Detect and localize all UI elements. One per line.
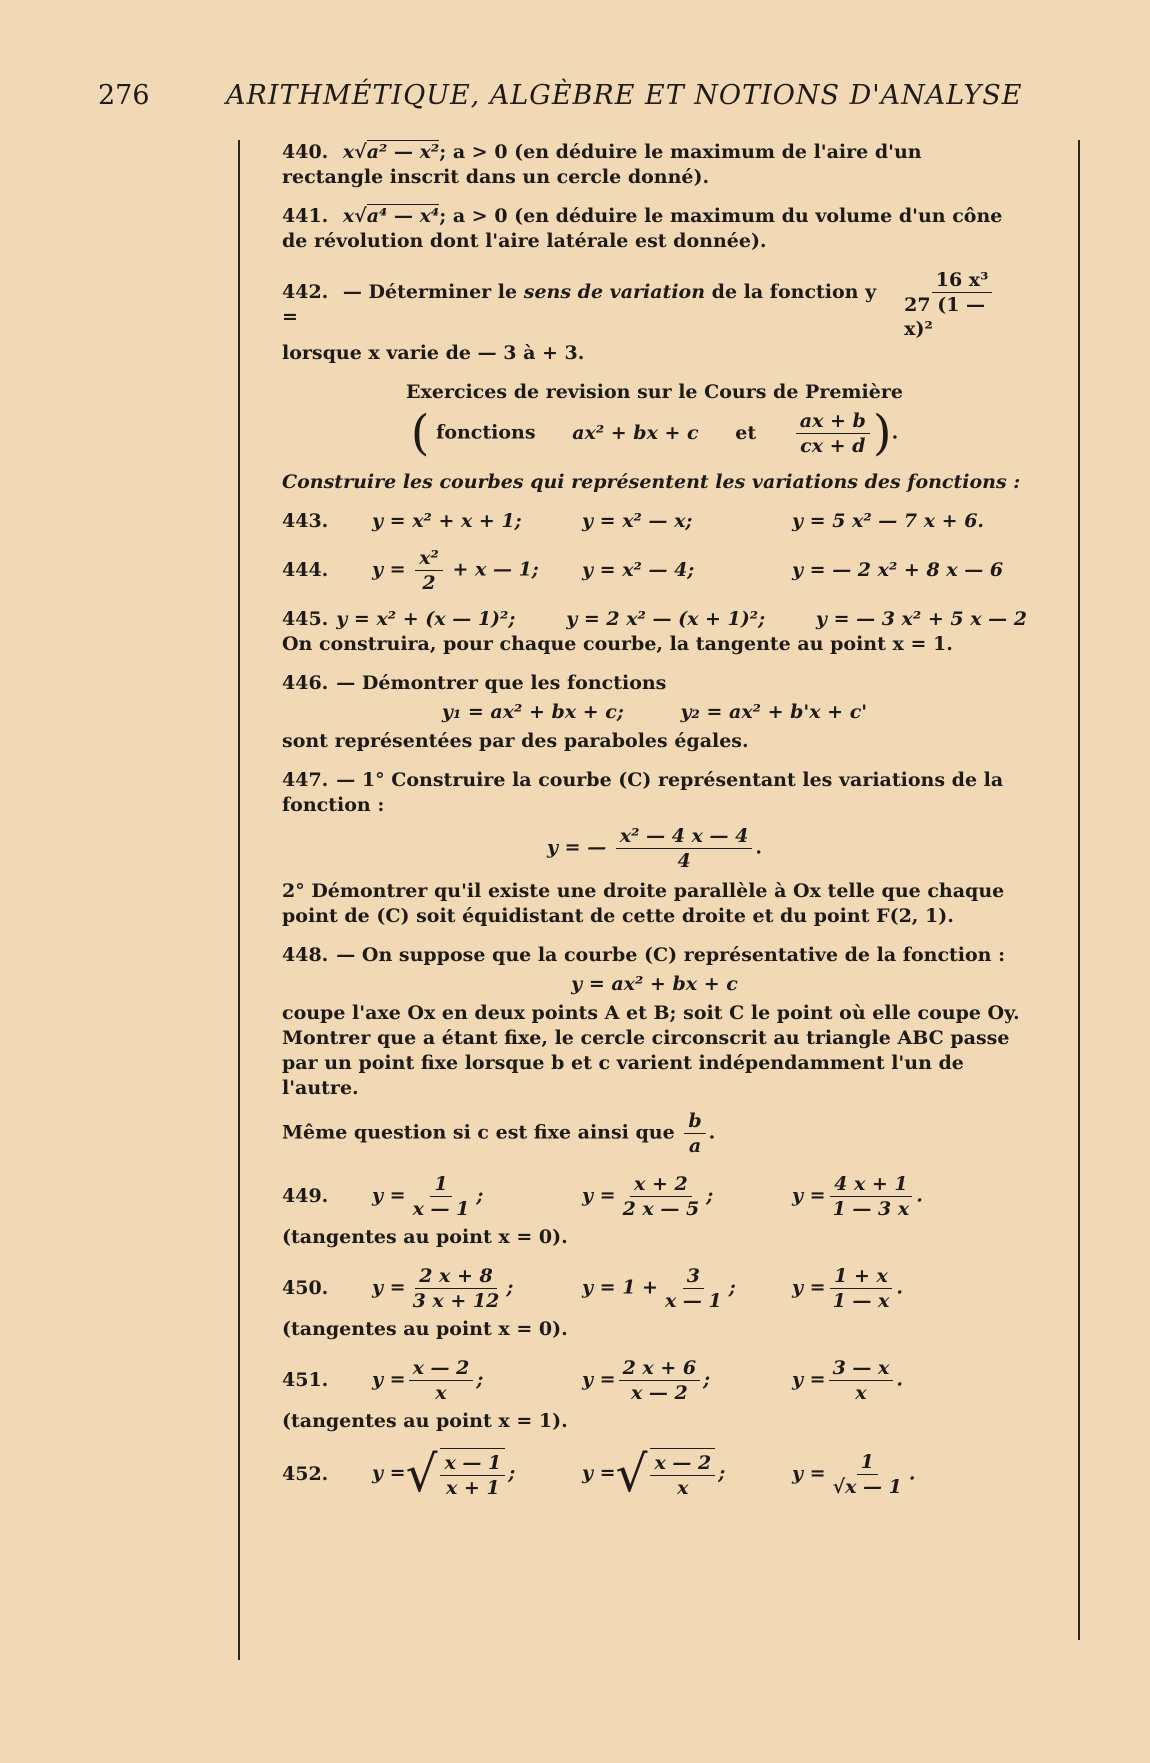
page-header [98,80,1090,120]
running-title: ARITHMÉTIQUE, ALGÈBRE ET NOTIONS D'ANALYSE [226,80,1023,111]
formula: y = 5 x² — 7 x + 6. [792,510,985,532]
exercise-text: sont représentées par des paraboles égales. [282,730,749,752]
fraction [616,824,753,873]
punctuation: ; [476,1184,484,1207]
exercise-number: 443. [282,510,329,532]
punctuation: . [755,836,762,859]
radicand: a² — x² [366,141,440,163]
exercise-452 [282,1445,1027,1503]
exercise-448 [282,943,1027,1158]
exercise-440 [282,140,1027,190]
fraction [829,1356,894,1405]
left-rule [238,140,240,1660]
exercise-number: 451. [282,1369,329,1391]
numerator: x — 1 [440,1451,505,1476]
fraction [619,1172,704,1221]
exercise-text: lorsque x varie de — 3 à + 3. [282,342,585,364]
exercise-text: de la fonction y = [282,280,877,328]
right-rule [1078,140,1080,1640]
denominator: cx + d [800,435,866,457]
instruction: Construire les courbes qui représentent les variations des fonctions : [282,471,1021,493]
fraction [829,1450,906,1499]
denominator: a [688,1135,702,1157]
formula: y = 2 x² — (x + 1)²; [566,608,766,630]
radical-sign: √ [615,1445,648,1503]
exercise-451 [282,1356,1027,1434]
exercise-445 [282,607,1027,657]
denominator: 27 (1 — x)² [904,294,986,340]
formula: y = ax² + bx + c [571,973,738,995]
numerator: b [684,1109,705,1134]
formula: y = [792,1368,826,1391]
fraction [409,1264,504,1313]
right-paren: ) [872,405,892,461]
formula: y = [582,1462,616,1484]
denominator: x [677,1477,689,1499]
exercise-number: 450. [282,1277,329,1299]
formula: y = [372,558,406,581]
exercise-number: 452. [282,1462,329,1485]
page-number: 276 [98,80,150,111]
punctuation: ; [718,1462,726,1484]
formula: y = x² + (x — 1)²; [336,608,516,630]
fraction [829,1172,914,1221]
exercise-446 [282,671,1027,754]
denominator: 3 x + 12 [412,1290,500,1312]
punctuation: . [896,1368,903,1391]
denominator: x [855,1382,867,1404]
formula: y = — 3 x² + 5 x — 2 [815,608,1027,630]
formula: y = [372,1184,406,1207]
formula: y₁ = ax² + bx + c; [441,701,624,723]
denominator: 2 x — 5 [622,1198,700,1220]
exercise-447 [282,768,1027,929]
exercise-443 [282,509,1027,534]
fraction [796,409,870,458]
exercise-text: — 1° Construire la courbe (C) représentant les variations de la fonction : [282,769,1004,816]
numerator: ax + b [796,409,870,434]
denominator: 1 — x [832,1290,890,1312]
numerator: 1 [857,1450,878,1475]
punctuation: ; [506,1276,514,1299]
punctuation: ; [728,1276,736,1299]
fraction [619,1356,701,1405]
exercise-number: 442. [282,280,329,303]
square-root [615,1445,719,1503]
formula: y = x² — x; [582,510,693,532]
numerator: 2 x + 6 [619,1356,701,1381]
exercise-number: 445. [282,608,329,630]
formula: ax² + bx + c [572,421,699,444]
fraction [440,1448,505,1500]
fraction [650,1448,715,1500]
denominator: x — 1 [664,1290,722,1312]
denominator: 1 — 3 x [832,1198,910,1220]
punctuation: . [708,1121,716,1144]
radicand: a⁴ — x⁴ [366,205,440,227]
formula: y = [372,1276,406,1299]
section-text: fonctions [436,421,536,444]
exercise-text: coupe l'axe Ox en deux points A et B; soit C le point où elle coupe Oy. Montrer que a étant fixe, le cercle circonscrit au triangle ABC passe par un point fixe lorsque b et c varient indépendamment l'un de l'autre. [282,1002,1020,1099]
exercise-number: 447. [282,769,329,791]
formula: y = [372,1368,406,1391]
fraction [684,1109,705,1158]
numerator: x — 2 [409,1356,474,1381]
exercise-note: (tangentes au point x = 0). [282,1318,568,1340]
formula: + x — 1; [452,558,539,581]
denominator: x [435,1382,447,1404]
punctuation: ; [706,1184,714,1207]
formula: y = [582,1184,616,1207]
section-text: et [735,421,757,444]
fraction [661,1264,726,1313]
exercise-number: 440. [282,141,329,163]
exercise-444 [282,546,1027,595]
exercise-text: — Déterminer le [342,280,518,303]
formula: y = — 2 x² + 8 x — 6 [792,559,1004,581]
numerator: x² — 4 x — 4 [616,824,753,849]
exercise-text: — Démontrer que les fonctions [336,672,667,694]
formula: y = x² + x + 1; [372,510,522,532]
punctuation: . [896,1276,903,1299]
punctuation: . [916,1184,923,1207]
left-paren: ( [410,405,430,461]
numerator: x² [415,546,443,571]
exercise-number: 444. [282,559,329,581]
numerator: 2 x + 8 [415,1264,497,1289]
denominator: √x — 1 [832,1475,902,1498]
formula: y = — [547,836,607,859]
fraction [409,1356,474,1405]
punctuation: . [891,421,899,444]
denominator: x — 1 [412,1198,470,1220]
denominator: 4 [677,850,691,872]
numerator: x — 2 [650,1451,715,1476]
formula: y₂ = ax² + b'x + c' [680,701,868,723]
formula: y = [792,1184,826,1207]
formula: y = [582,1368,616,1391]
fraction [900,268,1024,341]
punctuation: ; [476,1368,484,1391]
exercise-449 [282,1172,1027,1250]
exercise-number: 449. [282,1185,329,1207]
numerator: 4 x + 1 [830,1172,912,1197]
denominator: 2 [422,572,436,594]
revision-section [282,380,1027,495]
numerator: 16 x³ [932,268,993,293]
formula: y = x² — 4; [582,559,695,581]
exercise-list [282,140,1027,1512]
exercise-450 [282,1264,1027,1342]
denominator: x + 1 [445,1477,500,1499]
formula: y = 1 + [582,1276,658,1299]
numerator: 1 + x [830,1264,892,1289]
square-root [405,1445,509,1503]
radical-sign: √ [405,1445,438,1503]
fraction [415,546,443,595]
formula: y = [792,1276,826,1299]
denominator: x — 2 [630,1382,688,1404]
exercise-text: 2° Démontrer qu'il existe une droite parallèle à Ox telle que chaque point de (C) soit équidistant de cette droite et du point F(2, 1). [282,880,1005,927]
exercise-text: ; a > 0 (en déduire le maximum de l'aire d'un rectangle inscrit dans un cercle donné). [282,141,922,188]
exercise-text: ; a > 0 (en déduire le maximum du volume d'un cône de révolution dont l'aire latérale est donnée). [282,205,1003,252]
exercise-442 [282,268,1027,366]
fraction [409,1172,474,1221]
punctuation: ; [703,1368,711,1391]
exercise-441 [282,204,1027,254]
exercise-text: Même question si c est fixe ainsi que [282,1121,675,1144]
numerator: 3 [683,1264,704,1289]
exercise-number: 441. [282,205,329,227]
formula-lead: x√ [342,141,367,163]
exercise-number: 446. [282,672,329,694]
exercise-note: (tangentes au point x = 0). [282,1226,568,1248]
exercise-text-italic: sens de variation [523,280,706,303]
fraction [829,1264,894,1313]
exercise-text: On construira, pour chaque courbe, la tangente au point x = 1. [282,633,953,655]
exercise-number: 448. [282,944,329,966]
formula: y = [372,1462,406,1484]
exercise-text: — On suppose que la courbe (C) représentative de la fonction : [336,944,1006,966]
section-title: Exercices de revision sur le Cours de Première [406,381,903,403]
numerator: 1 [430,1172,451,1197]
punctuation: ; [508,1462,516,1484]
formula: y = [792,1462,826,1484]
numerator: x + 2 [630,1172,692,1197]
numerator: 3 — x [829,1356,894,1381]
punctuation: . [908,1462,916,1484]
formula-lead: x√ [342,205,367,227]
exercise-note: (tangentes au point x = 1). [282,1410,568,1432]
